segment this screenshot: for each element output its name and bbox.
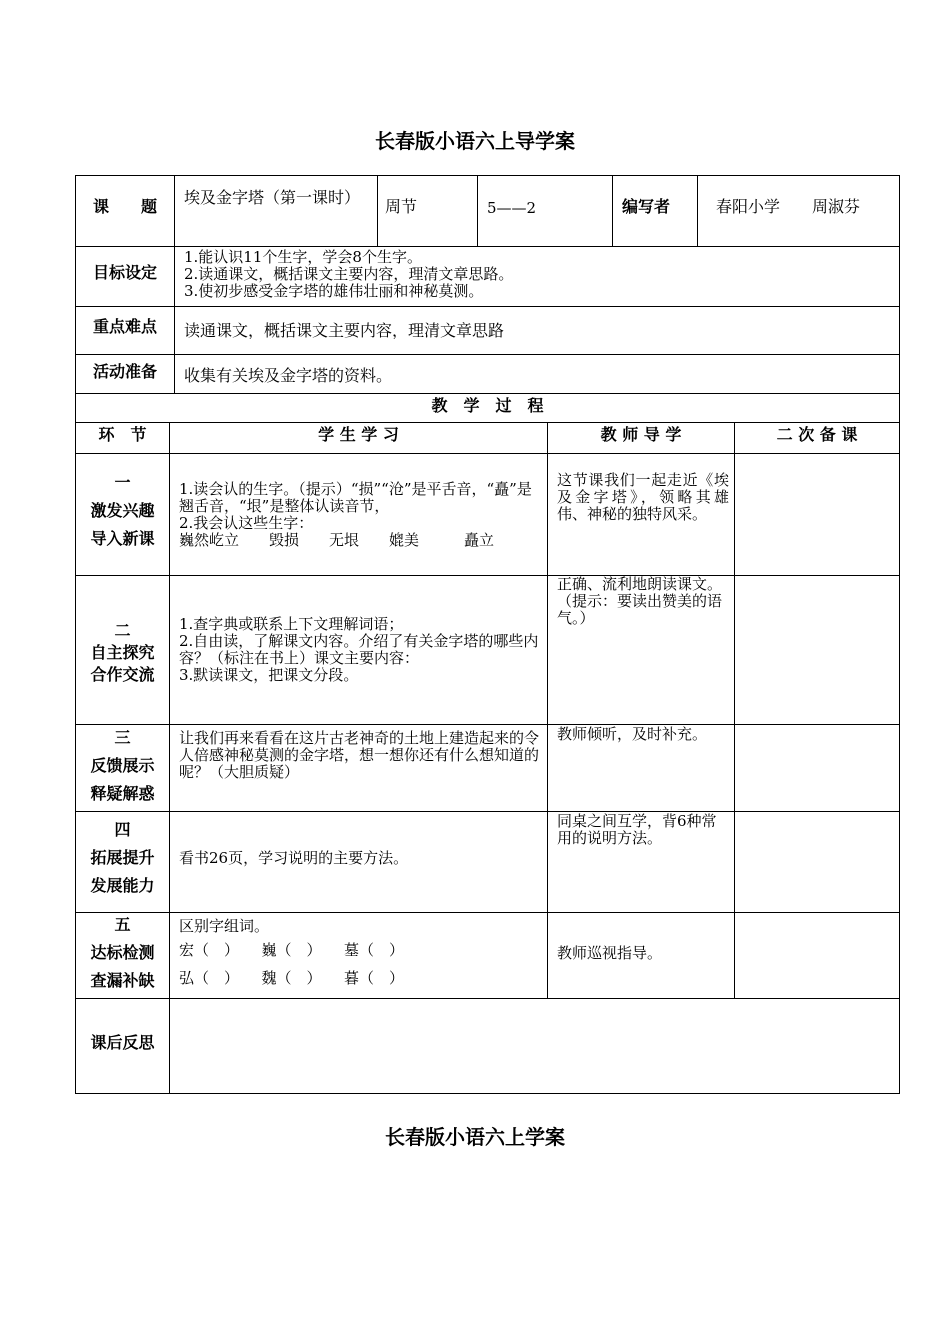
- col-teacher-header: 教 师 导 学: [600, 426, 682, 443]
- stage-2-teacher: 正确、流利地朗读课文。（提示：要读出赞美的语气。）: [557, 576, 723, 627]
- topic-value: 埃及金字塔（第一课时）: [184, 189, 361, 207]
- stage-2-student: 1.查字典或联系上下文理解词语； 2.自由读，了解课文内容。介绍了有关金字塔的哪些内容？（标注在书上）课文主要内容： 3.默读课文，把课文分段。: [179, 616, 539, 684]
- stage-2-label: [76, 620, 169, 686]
- goal-item: 3.使初步感受金字塔的雄伟壮丽和神秘莫测。: [184, 282, 484, 300]
- stage-5-student: [179, 916, 541, 992]
- stage-name: 合作交流: [90, 665, 155, 684]
- stage-number: 三: [114, 728, 131, 747]
- process-header: 教 学 过 程: [431, 397, 544, 414]
- author-label: 编写者: [622, 198, 671, 215]
- footer-title: 长春版小语六上学案: [385, 1125, 565, 1149]
- goal-item: 2.读通课文，概括课文主要内容，理清文章思路。: [184, 265, 514, 283]
- stage-name: 查漏补缺: [90, 971, 155, 990]
- col-second-header: 二 次 备 课: [776, 426, 858, 443]
- author-value: 春阳小学 周淑芬: [716, 198, 861, 215]
- preparation-label: 活动准备: [92, 363, 157, 380]
- goals-list: [184, 249, 894, 300]
- stage-4-student: 看书26页，学习说明的主要方法。: [179, 850, 409, 867]
- week-value: 5——2: [487, 200, 537, 217]
- stage-number: 一: [114, 473, 131, 492]
- stage-1-student: 1.读会认的生字。（提示）“损”“沧”是平舌音，“矗”是翘舌音，“垠”是整体认读音节， 2.我会认这些生字： 巍然屹立 毁损 无垠 媲美 矗立: [179, 481, 532, 549]
- stage-number: 四: [114, 820, 131, 839]
- week-label: 周节: [385, 198, 418, 215]
- goals-label: 目标设定: [92, 264, 157, 281]
- key-points-value: 读通课文，概括课文主要内容，理清文章思路: [184, 322, 505, 339]
- stage-number: 五: [114, 915, 131, 934]
- reflection-label: 课后反思: [90, 1034, 155, 1051]
- stage-name: 达标检测: [90, 943, 155, 962]
- stage-1-teacher: 这节课我们一起走近《埃及金字塔》，领略其雄伟、神秘的独特风采。: [557, 472, 729, 523]
- stage-name: 导入新课: [90, 529, 155, 548]
- exercise-row: 弘（ ） 魏（ ） 暮（ ）: [179, 969, 405, 987]
- exercise-title: 区别字组词。: [179, 917, 270, 935]
- exercise-row: 宏（ ） 巍（ ） 墓（ ）: [179, 941, 405, 959]
- stage-name: 拓展提升: [90, 848, 155, 867]
- goal-item: 1.能认识11个生字，学会8个生字。: [184, 249, 422, 266]
- stage-3-student: 让我们再来看看在这片古老神奇的土地上建造起来的令人倍感神秘莫测的金字塔，想一想你还有什么想知道的呢？（大胆质疑）: [179, 730, 540, 781]
- stage-1-label: [76, 469, 169, 553]
- stage-name: 自主探究: [90, 643, 155, 662]
- stage-5-label: [76, 911, 169, 995]
- stage-4-label: [76, 816, 169, 900]
- col-student-header: 学 生 学 习: [318, 426, 399, 443]
- stage-3-teacher: 教师倾听，及时补充。: [557, 726, 708, 743]
- stage-5-teacher: 教师巡视指导。: [557, 945, 663, 962]
- key-points-label: 重点难点: [92, 318, 157, 335]
- stage-number: 二: [114, 621, 131, 640]
- topic-label: 课 题: [92, 198, 157, 215]
- preparation-value: 收集有关埃及金字塔的资料。: [184, 367, 393, 384]
- stage-name: 释疑解惑: [90, 784, 155, 803]
- stage-3-label: [76, 724, 169, 808]
- stage-4-teacher: 同桌之间互学，背6种常用的说明方法。: [557, 813, 717, 847]
- stage-name: 反馈展示: [90, 756, 155, 775]
- stage-name: 激发兴趣: [90, 501, 155, 520]
- col-stage-header: 环 节: [98, 426, 147, 443]
- stage-name: 发展能力: [90, 876, 155, 895]
- page-title: 长春版小语六上导学案: [375, 129, 575, 153]
